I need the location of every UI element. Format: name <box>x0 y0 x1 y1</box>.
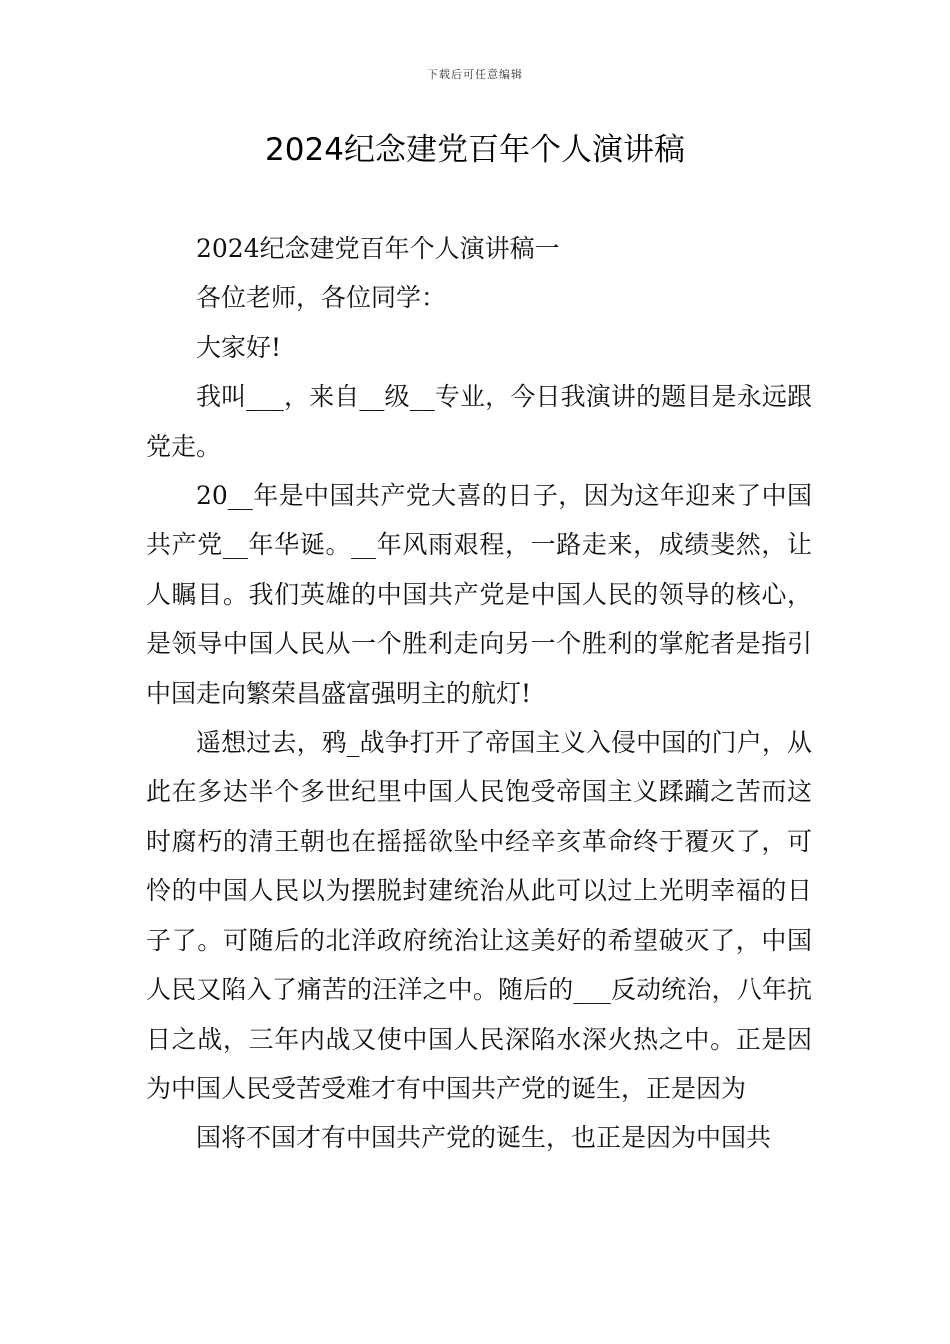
paragraph-subtitle: 2024纪念建党百年个人演讲稿一 <box>196 234 560 263</box>
paragraph-salutation: 各位老师，各位同学： <box>196 283 447 313</box>
document-body <box>146 224 812 1163</box>
paragraph-history: 遥想过去，鸦_战争打开了帝国主义入侵中国的门户，从此在多达半个多世纪里中国人民饱受帝国主义蹂躏之苦而这时腐朽的清王朝也在摇摇欲坠中经辛亥革命终于覆灭了，可怜的中国人民以为摆脱封建统治从此可以过上光明幸福的日子了。可随后的北洋政府统治让这美好的希望破灭了，中国人民又陷入了痛苦的汪洋之中。随后的___反动统治，八年抗日之战，三年内战又使中国人民深陷水深火热之中。正是因为中国人民受苦受难才有中国共产党的诞生，正是因为 <box>146 728 812 1103</box>
document-title: 2024纪念建党百年个人演讲稿 <box>265 132 685 168</box>
paragraph-greeting: 大家好! <box>196 332 282 362</box>
paragraph-anniversary: 20__年是中国共产党大喜的日子，因为这年迎来了中国共产党__年华诞。__年风雨艰程，一路走来，成绩斐然，让人瞩目。我们英雄的中国共产党是中国人民的领导的核心，是领导中国人民从一个胜利走向另一个胜利的掌舵者是指引中国走向繁荣昌盛富强明主的航灯! <box>146 481 812 708</box>
paragraph-continuation: 国将不国才有中国共产党的诞生，也正是因为中国共 <box>196 1123 772 1153</box>
paragraph-introduction: 我叫___，来自__级__专业，今日我演讲的题目是永远跟党走。 <box>146 382 812 461</box>
page-header-note: 下载后可任意编辑 <box>427 68 523 81</box>
